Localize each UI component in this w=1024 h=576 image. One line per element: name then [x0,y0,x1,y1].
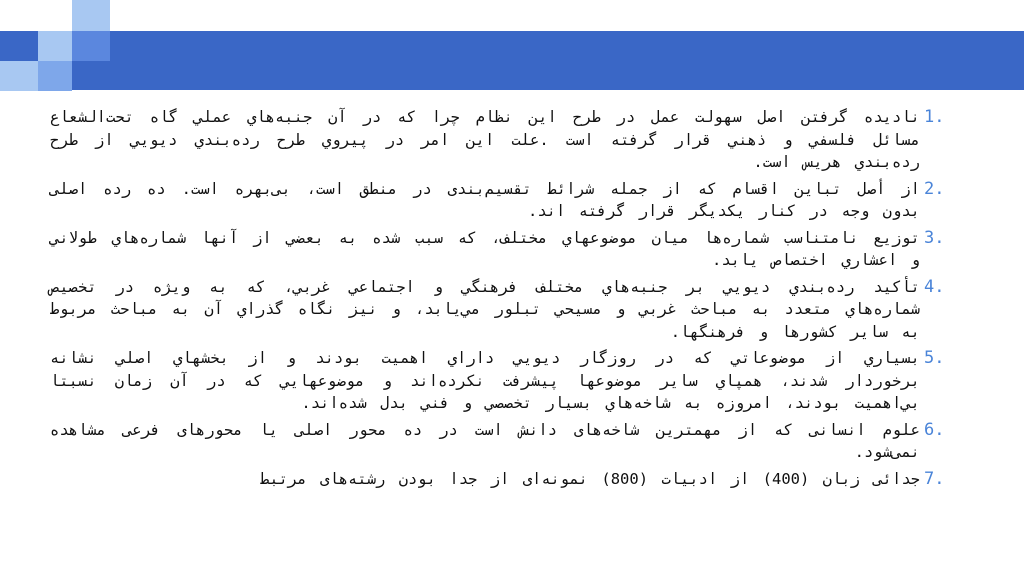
list-number: 3. [924,227,945,248]
list-number: 1. [924,107,945,127]
list-item [50,347,970,415]
header-bar [0,31,1024,90]
list-item [50,276,970,344]
decor-square [72,31,110,61]
list-item [50,178,970,223]
list-text: توزيع نامتناسب شماره‌ها ميان موضوعهاي مختلف، كه سبب شده به بعضي از آنها شماره‌هاي طولاني و اعشاري اختصاص يابد. [50,228,920,269]
numbered-list [50,106,970,490]
list-number: 2. [924,178,945,199]
list-item [50,468,970,491]
list-item [50,106,970,174]
decor-square [38,31,72,61]
list-number: 7. [924,468,945,489]
list-number: 5. [924,348,945,368]
list-number: 4. [924,276,945,297]
list-item [50,227,970,272]
slide-content [50,106,970,494]
decor-square [0,61,38,91]
list-item [50,419,970,464]
list-text: بسياري از موضوعاتي كه در روزگار ديويي داراي اهميت بودند و از بخشهاي اصلي نشانه برخوردار شدند، همپاي ساير موضوعها پيشرفت نكرده‌اند و موضوعهايي كه در آن زمان نسبتا بي‌اهميت بودند، امروزه به شاخه‌هاي بسيار تخصصي و فني بدل شده‌اند. [50,349,920,412]
list-text: از أصل تباين اقسام که از جمله شرائط تقسیم‌بندی در منطق است، بی‌بهره است. ده رده اصلی بدون وجه در کنار یکدیگر قرار گرفته اند. [50,179,920,220]
decor-square [72,0,110,31]
list-number: 6. [924,419,945,440]
list-text: تأكيد رده‌بندي ديويي بر جنبه‌هاي مختلف فرهنگي و اجتماعي غربي، كه به ويژه در تخصيص شماره‌هاي متعدد به مباحث غربي و مسيحي تبلور مي‌يابد، و نيز نگاه گذراي آن به مباحث مربوط به ساير كشورها و فرهنگها. [50,277,920,341]
decor-square [38,61,72,91]
list-text: جدائی زبان (400) از ادبیات (800) نمونه‌ای از جدا بودن رشته‌های مرتبط [260,469,920,488]
list-text: ناديده گرفتن اصل سهولت عمل در طرح اين نظام چرا كه در آن جنبه‌هاي عملي گاه تحت‌الشعاع مسائل فلسفي و ذهني قرار گرفته است .علت اين امر در پيروي طرح رده‌بندي ديويي از طرح رده‌بندي هريس است. [50,108,920,171]
list-text: علوم انسانی که از مهمترین شاخه‌های دانش است در ده محور اصلی یا محورهای فرعی مشاهده نمی‌شود. [50,420,920,461]
